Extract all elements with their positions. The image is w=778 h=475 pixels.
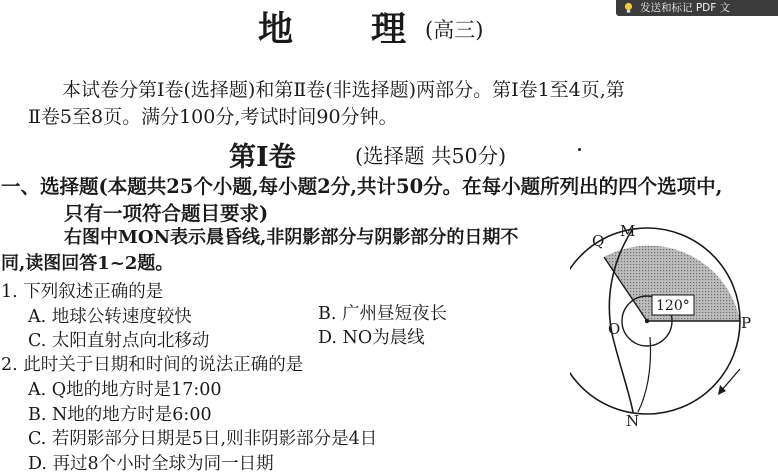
question-2-stem: 2. 此时关于日期和时间的说法正确的是 (1, 355, 304, 375)
label-q: Q (592, 232, 605, 250)
passage-line-1: 右图中MON表示晨昏线,非阴影部分与阴影部分的日期不 (64, 227, 519, 248)
part-one-heading-line-2: 只有一项符合题目要求) (64, 202, 269, 225)
question-1-stem: 1. 下列叙述正确的是 (1, 282, 164, 302)
title-char-1: 地 (258, 9, 296, 50)
label-angle: 120° (656, 298, 690, 314)
question-2-option-b: B. N地的地方时是6:00 (28, 405, 212, 425)
title-char-2: 理 (371, 9, 407, 50)
toolbar-label: 发送和标记 PDF 文 (640, 2, 731, 14)
passage-line-2: 同,读图回答1~2题。 (1, 253, 174, 274)
question-2-option-d: D. 再过8个小时全球为同一日期 (28, 454, 274, 474)
question-1-option-c: C. 太阳直射点向北移动 (28, 331, 210, 351)
scan-dot (578, 148, 581, 151)
intro-line-1: 本试卷分第Ⅰ卷(选择题)和第Ⅱ卷(非选择题)两部分。第Ⅰ卷1至4页,第 (62, 79, 625, 101)
question-1-option-d: D. NO为晨线 (318, 328, 425, 348)
part-one-heading-line-1: 一、选择题(本题共25个小题,每小题2分,共计50分。在每小题所列出的四个选项中, (1, 175, 723, 198)
question-2-option-a: A. Q地的地方时是17:00 (28, 380, 222, 400)
label-p: P (741, 314, 752, 332)
pdf-toolbar[interactable] (616, 0, 778, 16)
label-m: M (620, 222, 636, 240)
grade-label: (高三) (425, 18, 484, 42)
label-o: O (608, 320, 621, 338)
earth-diagram (570, 222, 778, 454)
lightbulb-icon (623, 2, 634, 14)
section-subtitle: (选择题 共50分) (355, 144, 507, 168)
section-title: 第Ⅰ卷 (229, 142, 296, 173)
question-2-option-c: C. 若阴影部分日期是5日,则非阴影部分是4日 (28, 429, 378, 449)
label-n: N (626, 412, 640, 430)
question-1-option-a: A. 地球公转速度较快 (28, 307, 192, 327)
center-dot (645, 319, 649, 323)
terminator-line-2 (638, 337, 651, 412)
intro-line-2: Ⅱ卷5至8页。满分100分,考试时间90分钟。 (28, 106, 398, 128)
question-1-option-b: B. 广州昼短夜长 (318, 304, 447, 324)
